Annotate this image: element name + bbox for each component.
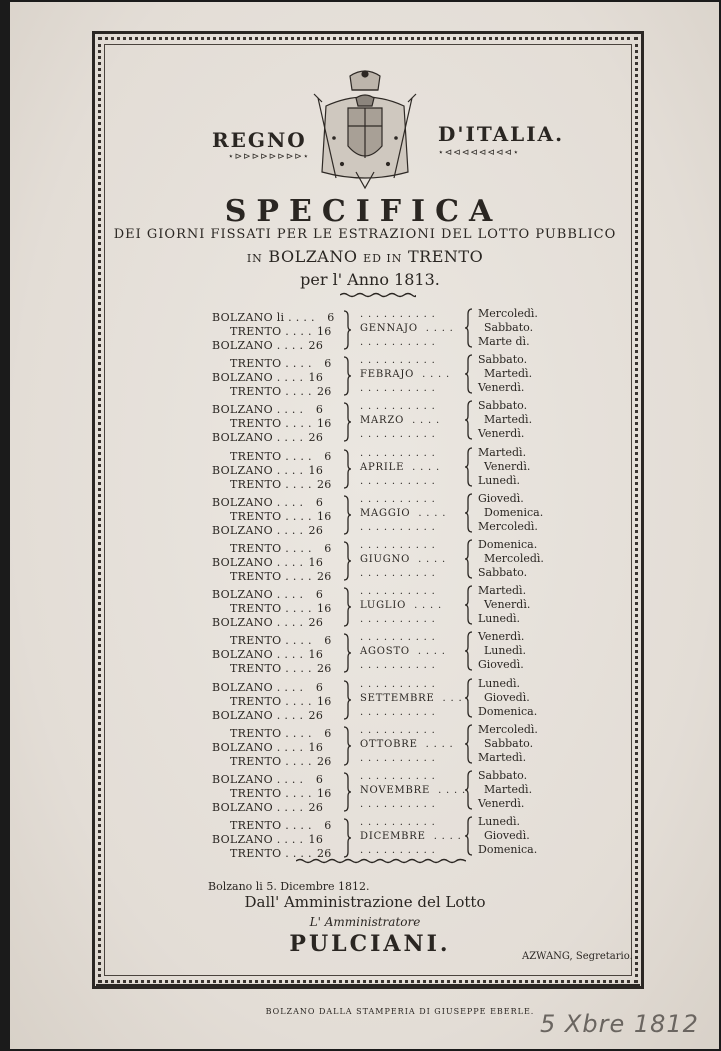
schedule-date: 6 [324, 357, 332, 371]
month-label: FEBRAJO [360, 369, 415, 381]
schedule-date: 26 [317, 662, 332, 676]
schedule-date: 26 [317, 385, 332, 399]
brace-left [342, 680, 352, 720]
schedule-weekday: Mercoledì. [478, 307, 538, 320]
schedule-row-left [212, 339, 323, 352]
schedule-city: BOLZANO [212, 495, 273, 509]
schedule-leader-dots: . . . . [281, 542, 316, 555]
month-label-row [360, 693, 470, 704]
header-italia: D'ITALIA. [438, 122, 565, 146]
brace-right [464, 447, 474, 487]
schedule-date: 26 [308, 616, 324, 630]
schedule-row-left [212, 681, 323, 694]
month-leader-dots: . . . . [434, 692, 471, 704]
schedule-leader-dots: . . . . [272, 523, 308, 537]
schedule-city: BOLZANO [212, 371, 273, 385]
schedule-weekday: Domenica. [478, 704, 538, 718]
schedule-weekday: Venerdì. [478, 381, 525, 395]
schedule-leader-dots: . . . . [281, 754, 316, 768]
schedule-city: BOLZANO [212, 403, 273, 417]
schedule-leader-dots: . . . . [272, 588, 308, 602]
month-label: GIUGNO [360, 554, 411, 565]
month-label: DICEMBRE [360, 831, 426, 843]
schedule-leader-dots: . . . . [272, 833, 308, 847]
schedule-weekday: Domenica. [478, 843, 538, 857]
schedule-city: TRENTO [230, 819, 282, 833]
schedule-leader-dots: . . . . [281, 662, 316, 676]
schedule-weekday: Sabbato. [478, 769, 528, 782]
schedule-dot-row: . . . . . . . . . . [360, 475, 436, 487]
schedule-date: 16 [317, 694, 332, 708]
schedule-weekday: Lunedì. [478, 473, 521, 487]
schedule-row-left [212, 311, 335, 324]
month-label-row [360, 831, 462, 842]
brace-left [342, 356, 352, 396]
schedule-leader-dots: . . . . [281, 819, 316, 833]
schedule-row-left [230, 787, 332, 800]
schedule-leader-dots: . . . . [281, 417, 316, 431]
schedule-leader-dots: . . . . [281, 694, 316, 708]
schedule-city: BOLZANO [212, 556, 273, 569]
month-leader-dots: . . . . [410, 554, 446, 565]
border-frame-bottom-rule [96, 984, 640, 987]
schedule-row-left [212, 616, 323, 629]
schedule-date: 6 [324, 819, 332, 833]
month-label-row [360, 646, 446, 657]
brace-left [342, 726, 352, 766]
subtitle-in: IN [246, 252, 263, 265]
schedule-dot-row: . . . . . . . . . . [360, 337, 436, 348]
decorative-rule-bottom [296, 858, 466, 864]
schedule-city: TRENTO [230, 726, 282, 740]
schedule-row-left [230, 357, 332, 370]
schedule-weekday: Sabbato. [484, 736, 534, 750]
schedule-date: 6 [324, 726, 332, 740]
subtitle-line-2 [0, 247, 721, 266]
month-label-row [360, 554, 446, 565]
schedule-weekday: Domenica. [484, 505, 544, 519]
month-label-row [360, 323, 454, 334]
schedule-row-left [230, 755, 332, 768]
schedule-date: 6 [327, 311, 335, 324]
month-label-row [360, 600, 442, 611]
subtitle-city-trento: TRENTO [408, 247, 484, 266]
schedule-city: BOLZANO [212, 740, 273, 754]
schedule-leader-dots: . . . . [281, 787, 316, 800]
schedule-weekday: Sabbato. [478, 399, 528, 413]
schedule-date: 16 [308, 556, 324, 569]
schedule-date: 16 [317, 787, 332, 800]
schedule-row-left [230, 727, 332, 740]
schedule-row-left [212, 588, 323, 601]
schedule-weekday: Giovedì. [484, 690, 530, 704]
schedule-row-left [230, 385, 332, 398]
month-label-row [360, 785, 466, 796]
schedule-row-left [230, 819, 332, 832]
schedule-date: 16 [308, 740, 324, 754]
schedule-dot-row: . . . . . . . . . . [360, 568, 436, 579]
schedule-city: BOLZANO [212, 523, 273, 537]
month-leader-dots: . . . . [404, 461, 440, 473]
brace-left [342, 310, 352, 350]
schedule-city: BOLZANO li [212, 311, 285, 324]
schedule-date: 16 [317, 325, 332, 338]
schedule-date: 16 [308, 371, 324, 385]
schedule-leader-dots: . . . . [284, 311, 319, 324]
schedule-leader-dots: . . . . [272, 616, 308, 630]
brace-left [342, 541, 352, 581]
schedule-weekday: Martedì. [478, 445, 527, 459]
header-regno: REGNO [212, 128, 307, 152]
schedule-weekday: Mercoledì. [484, 552, 544, 565]
month-leader-dots: . . . . [425, 831, 462, 843]
schedule-weekday: Venerdì. [478, 630, 525, 644]
schedule-weekday: Giovedì. [484, 829, 530, 843]
ornament-left: ⋆⊳⊳⊳⊳⊳⊳⊳⊳⋆ [228, 152, 310, 162]
schedule-dot-row: . . . . . . . . . . [360, 817, 436, 829]
schedule-row-left [230, 602, 332, 615]
schedule-city: TRENTO [230, 385, 282, 399]
schedule-leader-dots: . . . . [272, 648, 308, 662]
schedule-weekday: Lunedì. [478, 612, 521, 626]
schedule-leader-dots: . . . . [272, 371, 308, 385]
schedule-city: TRENTO [230, 357, 282, 371]
schedule-city: TRENTO [230, 477, 282, 491]
schedule-leader-dots: . . . . [281, 449, 316, 463]
schedule-weekday: Marte dì. [478, 335, 530, 348]
schedule-city: TRENTO [230, 847, 282, 861]
subtitle-ed-in: ED IN [363, 252, 403, 265]
schedule-row-left [230, 695, 332, 708]
schedule-leader-dots: . . . . [272, 740, 308, 754]
schedule-leader-dots: . . . . [281, 847, 316, 861]
brace-right [464, 354, 474, 394]
schedule-city: TRENTO [230, 325, 282, 338]
schedule-date: 26 [308, 523, 324, 537]
schedule-city: BOLZANO [212, 680, 273, 694]
schedule-date: 26 [317, 477, 332, 491]
schedule-row-left [230, 325, 332, 338]
schedule-leader-dots: . . . . [272, 773, 308, 786]
brace-right [464, 585, 474, 625]
month-leader-dots: . . . . [410, 507, 447, 519]
schedule-city: TRENTO [230, 542, 282, 555]
month-label-row [360, 369, 450, 380]
month-label: MAGGIO [360, 507, 411, 519]
printer-line: BOLZANO DALLA STAMPERIA DI GIUSEPPE EBERLE. [265, 1007, 535, 1016]
month-leader-dots: . . . . [414, 369, 450, 381]
schedule-city: TRENTO [230, 754, 282, 768]
schedule-row-left [230, 662, 332, 675]
schedule-date: 6 [324, 449, 332, 463]
schedule-dot-row: . . . . . . . . . . [360, 614, 436, 626]
brace-right [464, 400, 474, 440]
schedule-weekday: Mercoledì. [478, 722, 538, 736]
page-title: SPECIFICA [224, 194, 503, 229]
schedule-date: 6 [315, 495, 324, 509]
schedule-leader-dots: . . . . [272, 339, 308, 352]
schedule-leader-dots: . . . . [281, 602, 316, 616]
role-line: L' Amministratore [309, 915, 421, 929]
schedule-weekday: Martedì. [478, 584, 527, 598]
place-date: Bolzano li 5. Dicembre 1812. [208, 880, 370, 893]
schedule-leader-dots: . . . . [281, 477, 316, 491]
brace-left [342, 449, 352, 489]
month-label: AGOSTO [360, 646, 410, 658]
office-line: Dall' Amministrazione del Lotto [244, 893, 486, 911]
schedule-weekday: Sabbato. [478, 353, 528, 367]
schedule-city: BOLZANO [212, 616, 273, 630]
schedule-leader-dots: . . . . [272, 708, 308, 722]
schedule-row-left [212, 773, 323, 786]
month-label: OTTOBRE [360, 738, 418, 750]
schedule-leader-dots: . . . . [272, 431, 308, 445]
schedule-leader-dots: . . . . [272, 495, 308, 509]
month-leader-dots: . . . . [406, 600, 442, 612]
ornament-right: ⋆⊲⊲⊲⊲⊲⊲⊲⊲⋆ [438, 148, 520, 158]
month-label-row [360, 415, 440, 426]
brace-right [464, 308, 474, 348]
schedule-dot-row: . . . . . . . . . . [360, 355, 436, 367]
schedule-date: 26 [308, 801, 324, 814]
schedule-city: BOLZANO [212, 588, 273, 602]
schedule-dot-row: . . . . . . . . . . [360, 309, 436, 320]
schedule-city: BOLZANO [212, 431, 273, 445]
schedule-date: 6 [324, 634, 332, 648]
schedule-dot-row: . . . . . . . . . . [360, 799, 436, 810]
schedule-row-left [212, 648, 323, 661]
schedule-leader-dots: . . . . [272, 403, 308, 417]
schedule-dot-row: . . . . . . . . . . [360, 706, 436, 718]
schedule-weekday: Venerdì. [478, 797, 525, 810]
schedule-weekday: Sabbato. [484, 321, 534, 334]
schedule-date: 6 [315, 680, 324, 694]
schedule-dot-row: . . . . . . . . . . [360, 845, 436, 857]
schedule-leader-dots: . . . . [272, 556, 308, 569]
schedule-date: 26 [308, 431, 324, 445]
schedule-row-left [212, 801, 323, 814]
secretary-line: AZWANG, Segretario. [522, 951, 633, 962]
schedule-dot-row: . . . . . . . . . . [360, 752, 436, 764]
schedule-leader-dots: . . . . [281, 357, 316, 371]
schedule-city: TRENTO [230, 787, 282, 800]
month-label: LUGLIO [360, 600, 407, 612]
month-label-row [360, 508, 446, 519]
subtitle-city-bolzano: BOLZANO [268, 247, 358, 266]
schedule-city: BOLZANO [212, 708, 273, 722]
month-leader-dots: . . . . [417, 323, 454, 334]
schedule-dot-row: . . . . . . . . . . [360, 493, 436, 505]
schedule-date: 26 [317, 570, 332, 583]
schedule-weekday: Lunedì. [478, 815, 521, 829]
schedule-row-left [230, 570, 332, 583]
schedule-row-left [230, 478, 332, 491]
schedule-leader-dots: . . . . [272, 801, 308, 814]
brace-left [342, 633, 352, 673]
schedule-city: BOLZANO [212, 463, 273, 477]
schedule-leader-dots: . . . . [281, 509, 316, 523]
month-label: NOVEMBRE [360, 785, 431, 796]
schedule-weekday: Domenica. [478, 538, 538, 551]
schedule-weekday: Venerdì. [478, 427, 525, 441]
schedule-dot-row: . . . . . . . . . . [360, 632, 436, 644]
month-label: SETTEMBRE [360, 692, 435, 704]
schedule-date: 16 [317, 417, 332, 431]
schedule-date: 6 [315, 588, 324, 602]
schedule-row-left [230, 634, 332, 647]
schedule-weekday: Martedì. [478, 750, 527, 764]
schedule-date: 16 [317, 602, 332, 616]
brace-left [342, 587, 352, 627]
schedule-date: 6 [315, 403, 324, 417]
month-label: MARZO [360, 415, 405, 427]
schedule-city: TRENTO [230, 509, 282, 523]
schedule-row-left [212, 431, 323, 444]
schedule-date: 26 [308, 339, 324, 352]
schedule-weekday: Martedì. [484, 413, 533, 427]
schedule-dot-row: . . . . . . . . . . [360, 678, 436, 690]
month-leader-dots: . . . . [409, 646, 446, 658]
brace-right [464, 539, 474, 579]
schedule-leader-dots: . . . . [272, 680, 308, 694]
schedule-row-left [212, 496, 323, 509]
schedule-weekday: Giovedì. [478, 491, 524, 505]
month-leader-dots: . . . . [417, 738, 454, 750]
schedule-date: 26 [317, 847, 332, 861]
schedule-dot-row: . . . . . . . . . . [360, 447, 436, 459]
schedule-leader-dots: . . . . [281, 726, 316, 740]
schedule-row-left [230, 450, 332, 463]
schedule-dot-row: . . . . . . . . . . [360, 540, 436, 551]
schedule-leader-dots: . . . . [281, 634, 316, 648]
schedule-dot-row: . . . . . . . . . . [360, 724, 436, 736]
brace-right [464, 631, 474, 671]
coat-of-arms-icon [312, 68, 418, 192]
schedule-leader-dots: . . . . [272, 463, 308, 477]
brace-left [342, 495, 352, 535]
schedule-city: BOLZANO [212, 773, 273, 786]
month-leader-dots: . . . . [404, 415, 440, 427]
schedule-city: TRENTO [230, 634, 282, 648]
schedule-city: BOLZANO [212, 833, 273, 847]
handwritten-note: 5 Xbre 1812 [540, 1010, 699, 1038]
month-leader-dots: . . . . [430, 785, 466, 796]
month-label-row [360, 462, 440, 473]
schedule-weekday: Mercoledì. [478, 519, 538, 533]
brace-right [464, 816, 474, 856]
schedule-date: 16 [317, 509, 332, 523]
schedule-city: BOLZANO [212, 339, 273, 352]
schedule-city: TRENTO [230, 449, 282, 463]
signatory-name: PULCIANI. [289, 931, 451, 957]
schedule-weekday: Lunedì. [478, 676, 521, 690]
brace-right [464, 724, 474, 764]
schedule-row-left [230, 542, 332, 555]
schedule-weekday: Martedì. [484, 783, 533, 796]
schedule-dot-row: . . . . . . . . . . [360, 771, 436, 782]
schedule-date: 6 [315, 773, 324, 786]
schedule-city: TRENTO [230, 602, 282, 616]
schedule-dot-row: . . . . . . . . . . [360, 586, 436, 598]
brace-left [342, 402, 352, 442]
schedule-date: 16 [308, 648, 324, 662]
decorative-rule-top [340, 292, 416, 298]
schedule-weekday: Sabbato. [478, 566, 528, 579]
schedule-leader-dots: . . . . [281, 385, 316, 399]
month-label: APRILE [360, 461, 405, 473]
subtitle-year: per l' Anno 1813. [300, 270, 440, 289]
schedule-date: 26 [317, 754, 332, 768]
schedule-weekday: Venerdì. [484, 459, 531, 473]
month-label: GENNAJO [360, 323, 418, 334]
schedule-row-left [212, 556, 323, 569]
schedule-weekday: Lunedì. [484, 644, 527, 658]
schedule-city: TRENTO [230, 662, 282, 676]
schedule-weekday: Martedì. [484, 367, 533, 381]
schedule-city: BOLZANO [212, 801, 273, 814]
schedule-weekday: Giovedì. [478, 658, 524, 672]
schedule-row-left [212, 833, 323, 846]
schedule-city: TRENTO [230, 694, 282, 708]
schedule-leader-dots: . . . . [281, 570, 316, 583]
schedule-row-left [212, 709, 323, 722]
schedule-city: TRENTO [230, 417, 282, 431]
brace-left [342, 772, 352, 812]
schedule-dot-row: . . . . . . . . . . [360, 383, 436, 395]
month-label-row [360, 739, 454, 750]
schedule-date: 6 [324, 542, 332, 555]
schedule-date: 26 [308, 708, 324, 722]
schedule-weekday: Venerdì. [484, 598, 531, 612]
schedule-dot-row: . . . . . . . . . . [360, 521, 436, 533]
schedule-dot-row: . . . . . . . . . . [360, 401, 436, 413]
schedule-date: 16 [308, 833, 324, 847]
brace-left [342, 818, 352, 858]
schedule-row-left [212, 524, 323, 537]
schedule-leader-dots: . . . . [281, 325, 316, 338]
schedule-row-left [212, 371, 323, 384]
schedule-row-left [212, 403, 323, 416]
schedule-row-left [212, 464, 323, 477]
subtitle-line-1: DEI GIORNI FISSATI PER LE ESTRAZIONI DEL LOTTO PUBBLICO [113, 227, 617, 242]
schedule-date: 16 [308, 463, 324, 477]
schedule-city: BOLZANO [212, 648, 273, 662]
schedule-row-left [230, 417, 332, 430]
schedule-row-left [230, 510, 332, 523]
schedule-row-left [212, 741, 323, 754]
schedule-city: TRENTO [230, 570, 282, 583]
brace-right [464, 493, 474, 533]
schedule-dot-row: . . . . . . . . . . [360, 660, 436, 672]
schedule-dot-row: . . . . . . . . . . [360, 429, 436, 441]
